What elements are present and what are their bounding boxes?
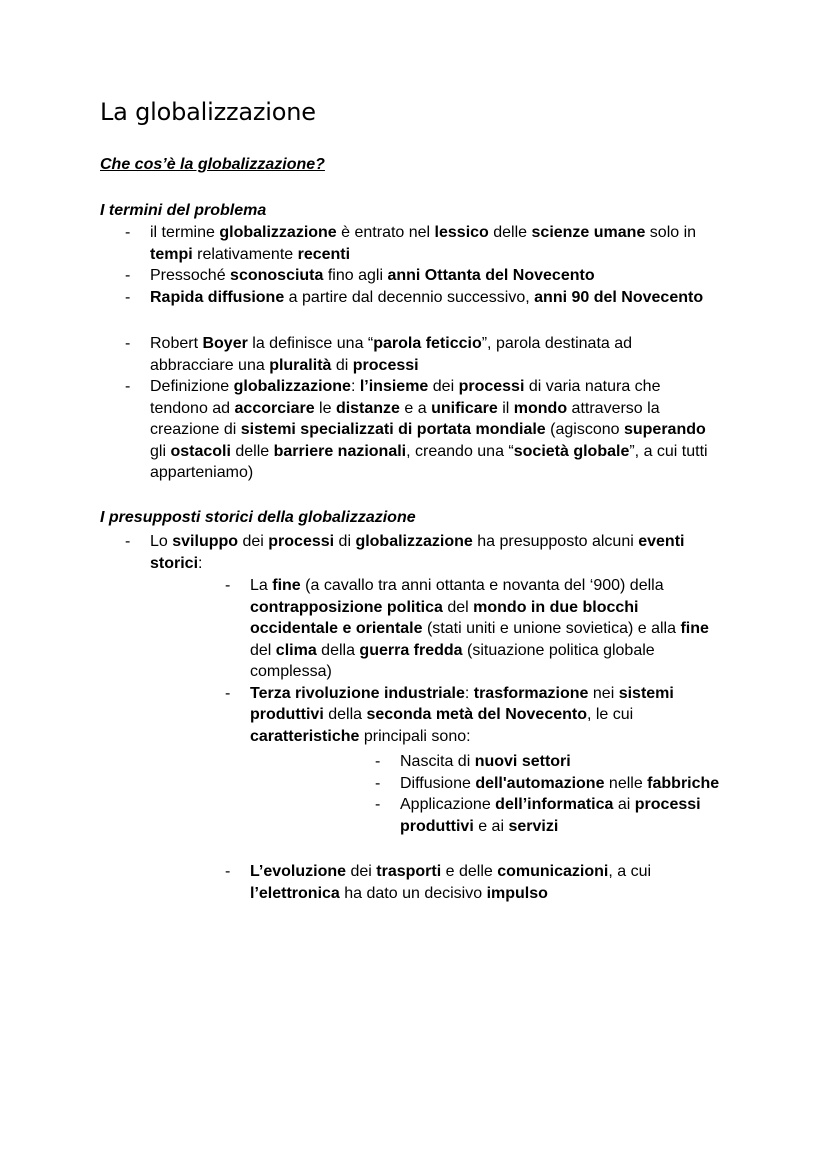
bold-text: fine <box>272 577 301 594</box>
text-run: Lo <box>150 533 173 550</box>
text-run: ha dato un decisivo <box>339 884 487 902</box>
list-item: - Diffusione dell'automazione nelle fabbriche <box>375 774 720 792</box>
text-run: di <box>331 356 353 374</box>
bold-text: anni 90 del Novecento <box>534 288 704 306</box>
text-run: attraverso la creazione di <box>150 399 660 438</box>
bold-text: eventi storici <box>150 533 685 572</box>
bold-text: trasporti <box>376 863 442 880</box>
text-run: Nascita di <box>400 753 475 770</box>
text-run: gli <box>150 442 171 460</box>
text-run: le <box>314 399 336 417</box>
text-run: dei <box>238 533 269 550</box>
bold-text: parola feticcio <box>373 335 482 352</box>
bold-text: mondo <box>513 399 568 417</box>
text-run: ai <box>613 796 635 813</box>
bold-text: impulso <box>486 884 548 902</box>
list-item: - La fine (a cavallo tra anni ottanta e novanta del ‘900) della contrapposizione politica del mondo in due blocchi occidentale e orientale (stati uniti e unione sovietica) e alla fine del clima della guerra fredda (situazione politica globale complessa) <box>225 577 709 680</box>
text-run: : <box>350 378 360 395</box>
list-item: - Definizione globalizzazione: l’insieme dei processi di varia natura che tendono ad accorciare le distanze e a unificare il mondo attraverso la creazione di sistemi specializzati di portata mondiale (agiscono superando gli ostacoli delle barriere nazionali, creando una “società globale”, a cui tutti apparteniamo) <box>125 378 708 481</box>
bold-text: processi <box>268 533 335 550</box>
text-run: La <box>250 577 273 594</box>
text-run: a partire dal decennio successivo, <box>284 288 535 306</box>
text-run: relativamente <box>192 245 298 263</box>
bold-text: sconosciuta <box>230 267 324 284</box>
list-presupposti <box>125 531 720 574</box>
bold-text: distanze <box>335 399 400 417</box>
bold-text: caratteristiche <box>250 727 360 745</box>
text-run: della <box>316 641 360 659</box>
bold-text: l’elettronica <box>250 884 340 902</box>
text-run: del <box>250 641 276 659</box>
text-run: della <box>323 706 367 723</box>
text-run: solo in <box>645 224 697 241</box>
bold-text: fine <box>680 620 709 637</box>
bold-text: sistemi specializzati di portata mondiale <box>240 421 546 438</box>
bold-text: processi <box>352 356 419 374</box>
text-run: del <box>442 598 474 616</box>
bold-text: processi produttivi <box>400 796 701 835</box>
text-run: , creando una “ <box>406 442 514 460</box>
bold-text: globalizzazione <box>355 533 473 550</box>
bold-text: L’evoluzione <box>250 863 347 880</box>
bold-text: mondo in due blocchi occidentale e orientale <box>250 598 639 637</box>
text-run: ”, a cui tutti apparteniamo) <box>150 442 708 481</box>
text-run: Applicazione <box>400 796 496 813</box>
text-run: il <box>497 399 514 417</box>
text-run: : <box>464 684 474 702</box>
bold-text: globalizzazione <box>219 224 337 241</box>
bold-text: accorciare <box>234 399 315 417</box>
text-run: (situazione politica globale complessa) <box>250 641 655 680</box>
bold-text: sistemi produttivi <box>250 684 674 723</box>
bold-text: servizi <box>508 817 559 835</box>
bold-text: Terza rivoluzione industriale <box>250 684 465 702</box>
list-eventi-2 <box>225 861 720 904</box>
bold-text: società globale <box>513 442 630 460</box>
bold-text: tempi <box>150 245 193 263</box>
text-run: il termine <box>150 224 220 241</box>
text-run: di varia natura che tendono ad <box>150 378 661 417</box>
text-run: dei <box>428 378 459 395</box>
text-run: ha presupposto alcuni <box>472 533 639 550</box>
bold-text: processi <box>458 378 525 395</box>
text-run: delle <box>230 442 274 460</box>
bold-text: recenti <box>297 245 351 263</box>
bold-text: lessico <box>434 224 489 241</box>
list-item: - il termine globalizzazione è entrato nel lessico delle scienze umane solo in tempi relativamente recenti <box>125 224 697 263</box>
list-item: - Pressoché sconosciuta fino agli anni Ottanta del Novecento <box>125 267 595 284</box>
text-run: (a cavallo tra anni ottanta e novanta del ‘900) della <box>300 577 664 594</box>
section-heading-presupposti: I presupposti storici della globalizzazione <box>100 509 416 526</box>
bold-text: contrapposizione politica <box>250 598 443 616</box>
bold-text: pluralità <box>269 356 332 374</box>
bold-text: unificare <box>431 399 498 417</box>
text-run: (stati uniti e unione sovietica) e alla <box>422 620 681 637</box>
bold-text: l’insieme <box>359 378 429 395</box>
bold-text: Rapida diffusione <box>150 288 285 306</box>
text-run: nei <box>588 684 619 702</box>
bold-text: barriere nazionali <box>273 442 407 460</box>
text-run: e a <box>399 399 432 417</box>
list-item: - Rapida diffusione a partire dal decennio successivo, anni 90 del Novecento <box>125 288 704 306</box>
text-run: dei <box>346 863 377 880</box>
bold-text: trasformazione <box>473 684 589 702</box>
bold-text: dell’informatica <box>495 796 614 813</box>
text-run: è entrato nel <box>336 224 435 241</box>
main-heading: Che cos’è la globalizzazione? <box>100 156 325 173</box>
list-termini-a <box>125 222 730 308</box>
list-item: - Robert Boyer la definisce una “parola feticcio”, parola destinata ad abbracciare una pluralità di processi <box>125 335 633 374</box>
bold-text: guerra fredda <box>359 641 463 659</box>
bold-text: fabbriche <box>647 774 720 792</box>
text-run: Robert <box>150 335 203 352</box>
list-item: - Terza rivoluzione industriale: trasformazione nei sistemi produttivi della seconda metà del Novecento, le cui caratteristiche principali sono: <box>225 684 674 745</box>
text-run: ”, parola destinata ad abbracciare una <box>150 335 633 374</box>
text-run: nelle <box>604 774 648 792</box>
bold-text: sviluppo <box>172 533 239 550</box>
text-run: Pressoché <box>150 267 231 284</box>
list-item: - L’evoluzione dei trasporti e delle comunicazioni, a cui l’elettronica ha dato un decisivo impulso <box>225 863 652 902</box>
text-run: (agiscono <box>545 421 624 438</box>
bold-text: comunicazioni <box>497 863 609 880</box>
text-run: la definisce una “ <box>247 335 374 352</box>
text-run: delle <box>488 224 532 241</box>
bold-text: scienze umane <box>531 224 646 241</box>
bold-text: dell'automazione <box>475 774 605 792</box>
text-run: Diffusione <box>400 774 476 792</box>
bold-text: superando <box>623 421 706 438</box>
bold-text: seconda metà del Novecento <box>366 706 587 723</box>
bold-text: clima <box>275 641 317 659</box>
list-item: - Applicazione dell’informatica ai processi produttivi e ai servizi <box>375 796 701 835</box>
bold-text: globalizzazione <box>233 378 351 395</box>
text-run: e ai <box>473 817 509 835</box>
text-run: , le cui <box>586 706 634 723</box>
text-run: e delle <box>441 863 498 880</box>
text-run: fino agli <box>323 267 388 284</box>
bold-text: ostacoli <box>170 442 231 460</box>
text-run: Definizione <box>150 378 234 395</box>
list-item: - Lo sviluppo dei processi di globalizzazione ha presupposto alcuni eventi storici: <box>125 533 685 572</box>
text-run: principali sono: <box>359 727 471 745</box>
list-termini-b <box>125 333 715 484</box>
bold-text: nuovi settori <box>474 753 571 770</box>
page-title: La globalizzazione <box>100 98 316 126</box>
list-caratteristiche <box>375 751 730 837</box>
text-run: : <box>198 554 203 572</box>
text-run: di <box>334 533 356 550</box>
bold-text: anni Ottanta del Novecento <box>387 267 595 284</box>
list-item: - Nascita di nuovi settori <box>375 753 571 770</box>
list-eventi-1 <box>225 575 720 747</box>
bold-text: Boyer <box>202 335 248 352</box>
text-run: , a cui <box>608 863 652 880</box>
section-heading-termini: I termini del problema <box>100 202 267 219</box>
